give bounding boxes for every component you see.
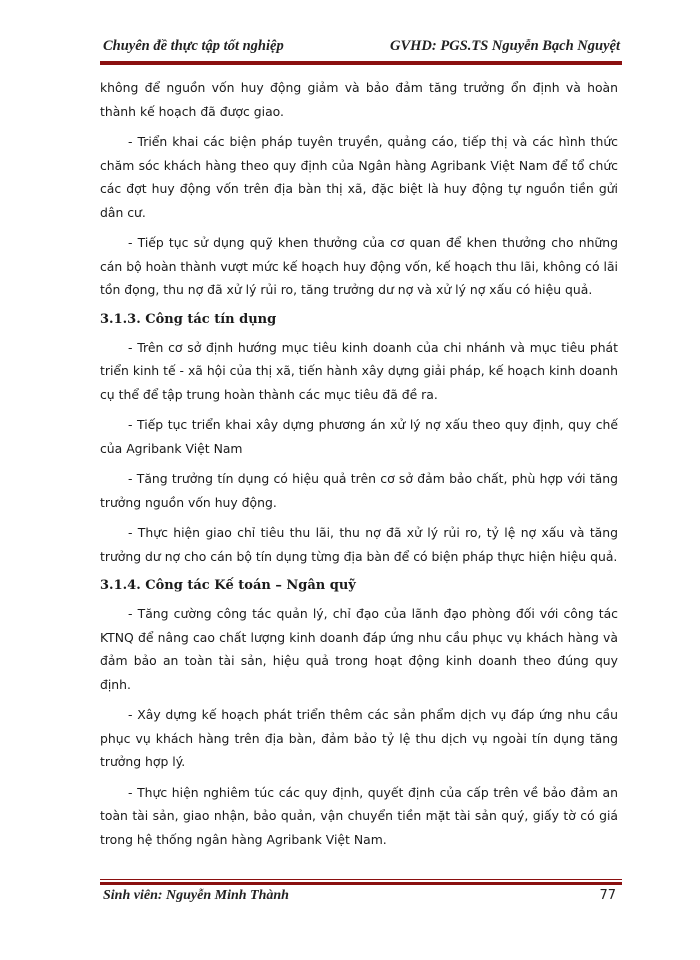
page-number: 77 bbox=[599, 888, 616, 903]
page-header bbox=[103, 38, 620, 55]
paragraph: không để nguồn vốn huy động giảm và bảo đảm tăng trưởng ổn định và hoàn thành kế hoạch đã được giao. bbox=[100, 80, 618, 119]
paragraph: - Thực hiện nghiêm túc các quy định, quyết định của cấp trên về bảo đảm an toàn tài sản, giao nhận, bảo quản, vận chuyển tiền mặt tài sản quý, giấy tờ có giá trong hệ thống ngân hàng Agribank Việt Nam. bbox=[100, 784, 618, 847]
paragraph: - Xây dựng kế hoạch phát triển thêm các sản phẩm dịch vụ đáp ứng nhu cầu phục vụ khách hàng trên địa bàn, đảm bảo tỷ lệ thu dịch vụ ngoài tín dụng tăng trưởng hợp lý. bbox=[100, 707, 618, 769]
footer-rule bbox=[100, 879, 622, 885]
paragraph: - Tiếp tục sử dụng quỹ khen thưởng của cơ quan để khen thưởng cho những cán bộ hoàn thành vượt mức kế hoạch huy động vốn, kế hoạch thu lãi, không có lãi tồn đọng, thu nợ đã xử lý rủi ro, tăng trưởng dư nợ và xử lý nợ xấu có hiệu quả. bbox=[100, 235, 618, 297]
paragraph: - Trên cơ sở định hướng mục tiêu kinh doanh của chi nhánh và mục tiêu phát triển kinh tế - xã hội của thị xã, tiến hành xây dựng giải pháp, kế hoạch kinh doanh cụ thể để tập trung hoàn thành các mục tiêu đã đề ra. bbox=[100, 339, 618, 402]
paragraph: - Tăng trưởng tín dụng có hiệu quả trên cơ sở đảm bảo chất, phù hợp với tăng trưởng nguồn vốn huy động. bbox=[100, 471, 618, 510]
paragraph: - Tiếp tục triển khai xây dựng phương án xử lý nợ xấu theo quy định, quy chế của Agribank Việt Nam bbox=[100, 417, 618, 456]
paragraph: - Thực hiện giao chỉ tiêu thu lãi, thu nợ đã xử lý rủi ro, tỷ lệ nợ xấu và tăng trưởng dư nợ cho cán bộ tín dụng từng địa bàn để có biện pháp thực hiện hiệu quả. bbox=[100, 525, 618, 564]
paragraph: - Triển khai các biện pháp tuyên truyền, quảng cáo, tiếp thị và các hình thức chăm sóc khách hàng theo quy định của Ngân hàng Agribank Việt Nam để tổ chức các đợt huy động vốn trên địa bàn thị xã, đặc biệt là huy động tự nguồn tiền gửi dân cư. bbox=[100, 134, 618, 220]
footer-student: Sinh viên: Nguyễn Minh Thành bbox=[103, 888, 289, 903]
section-heading: 3.1.3. Công tác tín dụng bbox=[100, 311, 277, 327]
header-title: Chuyên đề thực tập tốt nghiệp bbox=[103, 38, 284, 54]
document-body bbox=[100, 76, 618, 858]
paragraph: - Tăng cường công tác quản lý, chỉ đạo của lãnh đạo phòng đối với công tác KTNQ để nâng cao chất lượng kinh doanh đáp ứng nhu cầu phục vụ khách hàng và đảm bảo an toàn tài sản, hiệu quả trong hoạt động kinh doanh theo đúng quy định. bbox=[100, 606, 618, 692]
section-heading: 3.1.4. Công tác Kế toán – Ngân quỹ bbox=[100, 578, 356, 593]
header-advisor: GVHD: PGS.TS Nguyễn Bạch Nguyệt bbox=[390, 38, 620, 54]
page-footer bbox=[103, 888, 616, 904]
header-rule bbox=[100, 59, 622, 65]
